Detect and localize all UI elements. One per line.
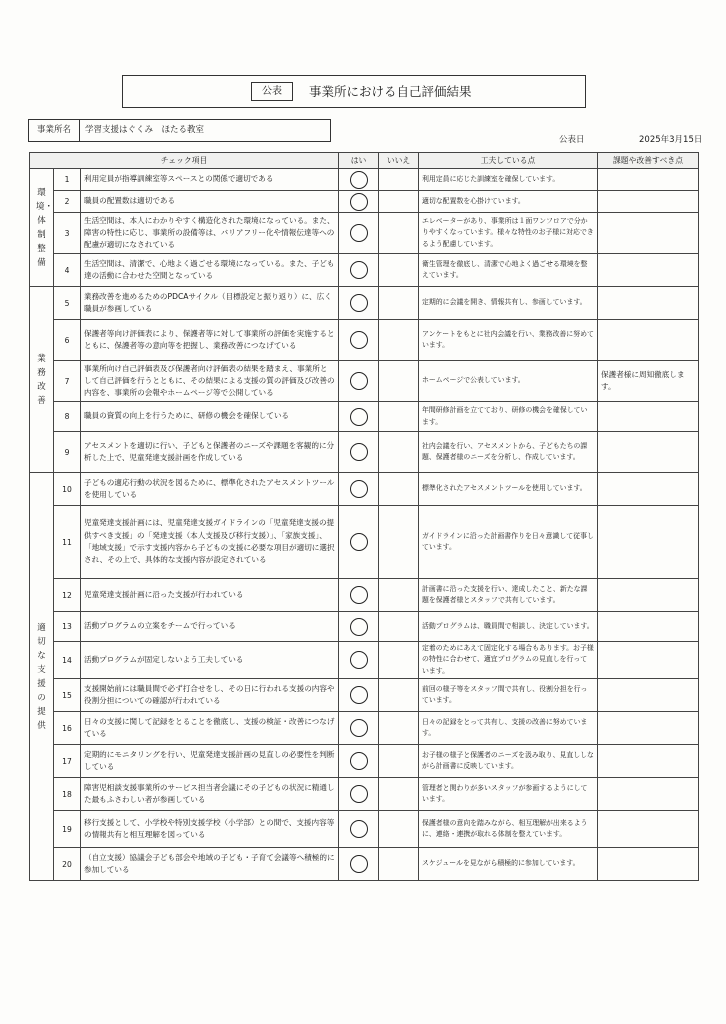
row-number: 12	[54, 579, 81, 612]
row-number: 14	[54, 642, 81, 679]
row-number: 18	[54, 778, 81, 811]
yes-cell	[339, 213, 379, 254]
yes-cell	[339, 811, 379, 848]
check-item-text: 保護者等向け評価表により、保護者等に対して事業所の評価を実施するとともに、保護者等の意向等を把握し、業務改善につなげている	[81, 320, 339, 361]
check-item-text: 活動プログラムが固定しないよう工夫している	[81, 642, 339, 679]
effort-text: スケジュールを見ながら積極的に参加しています。	[419, 848, 598, 881]
yes-circle-mark	[350, 586, 368, 604]
issue-text	[598, 506, 699, 579]
table-row	[30, 361, 699, 402]
table-row	[30, 579, 699, 612]
no-cell	[379, 778, 419, 811]
yes-circle-mark	[350, 855, 368, 873]
row-number: 5	[54, 287, 81, 320]
yes-cell	[339, 848, 379, 881]
yes-circle-mark	[350, 261, 368, 279]
yes-cell	[339, 473, 379, 506]
check-item-text: 職員の配置数は適切である	[81, 191, 339, 213]
row-number: 16	[54, 712, 81, 745]
effort-text: 標準化されたアセスメントツールを使用しています。	[419, 473, 598, 506]
table-row	[30, 811, 699, 848]
check-item-text: 子どもの適応行動の状況を図るために、標準化されたアセスメントツールを使用している	[81, 473, 339, 506]
yes-cell	[339, 506, 379, 579]
table-row	[30, 612, 699, 642]
no-cell	[379, 254, 419, 287]
effort-text: 保護者様の意向を踏みながら、相互理解が出来るように、連絡・連携が取れる体制を整えています。	[419, 811, 598, 848]
issue-text	[598, 287, 699, 320]
yes-cell	[339, 579, 379, 612]
no-cell	[379, 320, 419, 361]
issue-text	[598, 679, 699, 712]
no-cell	[379, 361, 419, 402]
check-item-text: 生活空間は、清潔で、心地よく過ごせる環境になっている。また、子ども達の活動に合わせた空間となっている	[81, 254, 339, 287]
category-label: 適切な支援の提供	[37, 622, 46, 731]
effort-text: 計画書に沿った支援を行い、達成したこと、新たな課題を保護者様とスタッフで共有しています。	[419, 579, 598, 612]
row-number: 4	[54, 254, 81, 287]
issue-text	[598, 254, 699, 287]
row-number: 13	[54, 612, 81, 642]
check-item-text: 生活空間は、本人にわかりやすく構造化された環境になっている。また、障害の特性に応じ、事業所の設備等は、バリアフリー化や情報伝達等への配慮が適切になされている	[81, 213, 339, 254]
table-row	[30, 848, 699, 881]
table-row	[30, 287, 699, 320]
yes-circle-mark	[350, 480, 368, 498]
issue-text	[598, 848, 699, 881]
row-number: 2	[54, 191, 81, 213]
table-row	[30, 432, 699, 473]
yes-cell	[339, 642, 379, 679]
yes-circle-mark	[350, 224, 368, 242]
issue-text	[598, 642, 699, 679]
effort-text: 前回の様子等をスタッフ間で共有し、役割分担を行っています。	[419, 679, 598, 712]
header-check-item: チェック項目	[30, 153, 339, 169]
effort-text: お子様の様子と保護者のニーズを汲み取り、見直ししながら計画書に反映しています。	[419, 745, 598, 778]
row-number: 7	[54, 361, 81, 402]
table-row	[30, 506, 699, 579]
table-row	[30, 778, 699, 811]
issue-text	[598, 745, 699, 778]
row-number: 15	[54, 679, 81, 712]
office-box	[28, 119, 331, 142]
no-cell	[379, 642, 419, 679]
effort-text: 活動プログラムは、職員間で相談し、決定しています。	[419, 612, 598, 642]
yes-circle-mark	[350, 294, 368, 312]
effort-text: 適切な配置数を心掛けています。	[419, 191, 598, 213]
no-cell	[379, 679, 419, 712]
effort-text: 日々の記録をとって共有し、支援の改善に努めています。	[419, 712, 598, 745]
effort-text: 定着のためにあえて固定化する場合もあります。お子様の特性に合わせて、適宜プログラムの見直しを行っています。	[419, 642, 598, 679]
no-cell	[379, 432, 419, 473]
yes-cell	[339, 402, 379, 432]
yes-circle-mark	[350, 752, 368, 770]
header-no: いいえ	[379, 153, 419, 169]
publication-date	[559, 133, 703, 145]
yes-cell	[339, 320, 379, 361]
category-label: 業務改善	[37, 353, 46, 406]
category-label: 環境・体制整備	[36, 187, 54, 268]
table-row	[30, 213, 699, 254]
yes-circle-mark	[350, 820, 368, 838]
yes-circle-mark	[350, 408, 368, 426]
no-cell	[379, 745, 419, 778]
yes-cell	[339, 361, 379, 402]
no-cell	[379, 848, 419, 881]
yes-circle-mark	[350, 785, 368, 803]
no-cell	[379, 579, 419, 612]
yes-cell	[339, 191, 379, 213]
no-cell	[379, 506, 419, 579]
yes-cell	[339, 745, 379, 778]
row-number: 10	[54, 473, 81, 506]
row-number: 17	[54, 745, 81, 778]
yes-cell	[339, 254, 379, 287]
issue-text	[598, 213, 699, 254]
issue-text	[598, 778, 699, 811]
check-item-text: 児童発達支援計画には、児童発達支援ガイドラインの「児童発達支援の提供すべき支援」の「発達支援（本人支援及び移行支援）」、「家族支援」、「地域支援」で示す支援内容から子どもの支援に必要な項目が適切に選択され、その上で、具体的な支援内容が設定されている	[81, 506, 339, 579]
table-row	[30, 169, 699, 191]
table-row	[30, 679, 699, 712]
check-item-text: 日々の支援に関して記録をとることを徹底し、支援の検証・改善につなげている	[81, 712, 339, 745]
check-item-text: 業務改善を進めるためのPDCAサイクル（目標設定と振り返り）に、広く職員が参画している	[81, 287, 339, 320]
yes-circle-mark	[350, 443, 368, 461]
header-effort: 工夫している点	[419, 153, 598, 169]
row-number: 1	[54, 169, 81, 191]
table-row	[30, 320, 699, 361]
office-name: 学習支援はぐくみ ほたる教室	[85, 125, 205, 135]
issue-text	[598, 712, 699, 745]
check-item-text: 職員の資質の向上を行うために、研修の機会を確保している	[81, 402, 339, 432]
yes-circle-mark	[350, 372, 368, 390]
yes-circle-mark	[350, 719, 368, 737]
table-row	[30, 473, 699, 506]
effort-text: アンケートをもとに社内会議を行い、業務改善に努めています。	[419, 320, 598, 361]
yes-circle-mark	[350, 618, 368, 636]
row-number: 6	[54, 320, 81, 361]
effort-text: 利用定員に応じた訓練室を確保しています。	[419, 169, 598, 191]
issue-text	[598, 612, 699, 642]
effort-text: 年間研修計画を立てており、研修の機会を確保しています。	[419, 402, 598, 432]
date-value: 2025年3月15日	[639, 135, 703, 145]
header-yes: はい	[339, 153, 379, 169]
check-item-text: 事業所向け自己評価表及び保護者向け評価表の結果を踏まえ、事業所として自己評価を行うとともに、その結果による支援の質の評価及び改善の内容を、事業所の会報やホームページ等で公開している	[81, 361, 339, 402]
check-item-text: （自立支援）協議会子ども部会や地域の子ども・子育て会議等へ積極的に参加している	[81, 848, 339, 881]
table-row	[30, 712, 699, 745]
check-item-text: アセスメントを適切に行い、子どもと保護者のニーズや課題を客観的に分析した上で、児童発達支援計画を作成している	[81, 432, 339, 473]
check-item-text: 活動プログラムの立案をチームで行っている	[81, 612, 339, 642]
yes-cell	[339, 287, 379, 320]
issue-text: 保護者様に周知徹底します。	[598, 361, 699, 402]
yes-circle-mark	[350, 331, 368, 349]
no-cell	[379, 191, 419, 213]
no-cell	[379, 213, 419, 254]
publication-badge: 公表	[251, 82, 293, 101]
row-number: 9	[54, 432, 81, 473]
yes-cell	[339, 778, 379, 811]
no-cell	[379, 473, 419, 506]
yes-cell	[339, 679, 379, 712]
effort-text: 衛生管理を徹底し、清潔で心地よく過ごせる環境を整えています。	[419, 254, 598, 287]
page-title: 事業所における自己評価結果	[309, 84, 472, 99]
yes-cell	[339, 612, 379, 642]
yes-circle-mark	[350, 686, 368, 704]
effort-text: エレベーターがあり、事業所は１面ワンフロアで分かりやすくなっています。様々な特性のお子様に対応できるよう配慮しています。	[419, 213, 598, 254]
issue-text	[598, 320, 699, 361]
issue-text	[598, 402, 699, 432]
no-cell	[379, 402, 419, 432]
yes-circle-mark	[350, 171, 368, 189]
evaluation-table	[29, 152, 699, 881]
category-cell	[30, 287, 54, 473]
row-number: 3	[54, 213, 81, 254]
effort-text: ホームページで公表しています。	[419, 361, 598, 402]
check-item-text: 移行支援として、小学校や特別支援学校（小学部）との間で、支援内容等の情報共有と相互理解を図っている	[81, 811, 339, 848]
no-cell	[379, 612, 419, 642]
check-item-text: 定期的にモニタリングを行い、児童発達支援計画の見直しの必要性を判断している	[81, 745, 339, 778]
yes-circle-mark	[350, 533, 368, 551]
no-cell	[379, 712, 419, 745]
row-number: 19	[54, 811, 81, 848]
check-item-text: 児童発達支援計画に沿った支援が行われている	[81, 579, 339, 612]
header-issue: 課題や改善すべき点	[598, 153, 699, 169]
table-header	[30, 153, 699, 169]
date-label: 公表日	[559, 135, 585, 145]
issue-text	[598, 473, 699, 506]
issue-text	[598, 811, 699, 848]
check-item-text: 支援開始前には職員間で必ず打合せをし、その日に行われる支援の内容や役割分担についての確認が行われている	[81, 679, 339, 712]
yes-cell	[339, 169, 379, 191]
check-item-text: 障害児相談支援事業所のサービス担当者会議にその子どもの状況に精通した最もふさわしい者が参画している	[81, 778, 339, 811]
yes-cell	[339, 432, 379, 473]
issue-text	[598, 191, 699, 213]
effort-text: ガイドラインに沿った計画書作りを日々意識して従事しています。	[419, 506, 598, 579]
table-row	[30, 642, 699, 679]
category-cell	[30, 473, 54, 881]
issue-text	[598, 432, 699, 473]
table-row	[30, 191, 699, 213]
effort-text: 社内会議を行い、アセスメントから、子どもたちの課題、保護者様のニーズを分析し、作成しています。	[419, 432, 598, 473]
title-box	[122, 75, 586, 108]
no-cell	[379, 811, 419, 848]
effort-text: 定期的に会議を開き、情報共有し、参画しています。	[419, 287, 598, 320]
office-label: 事業所名	[29, 120, 80, 141]
check-item-text: 利用定員が指導訓練室等スペースとの関係で適切である	[81, 169, 339, 191]
issue-text	[598, 169, 699, 191]
table-body	[30, 169, 699, 881]
effort-text: 管理者と関わりが多いスタッフが参画するようにしています。	[419, 778, 598, 811]
yes-circle-mark	[350, 651, 368, 669]
no-cell	[379, 169, 419, 191]
row-number: 8	[54, 402, 81, 432]
issue-text	[598, 579, 699, 612]
category-cell	[30, 169, 54, 287]
table-row	[30, 402, 699, 432]
table-row	[30, 254, 699, 287]
table-row	[30, 745, 699, 778]
yes-circle-mark	[350, 193, 368, 211]
row-number: 11	[54, 506, 81, 579]
no-cell	[379, 287, 419, 320]
yes-cell	[339, 712, 379, 745]
row-number: 20	[54, 848, 81, 881]
